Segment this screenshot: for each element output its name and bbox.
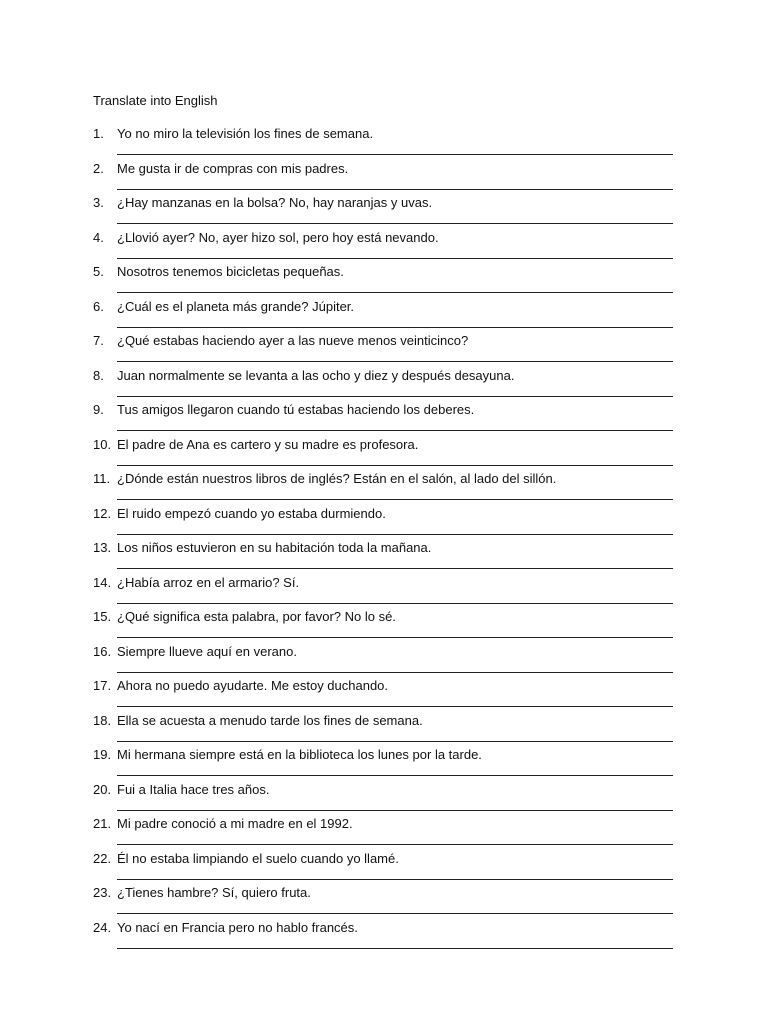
exercise-sentence: Siempre llueve aquí en verano.	[117, 643, 297, 659]
exercise-item	[0, 402, 768, 437]
exercise-sentence: Ella se acuesta a menudo tarde los fines de semana.	[117, 712, 423, 728]
answer-line	[117, 844, 673, 845]
answer-line	[117, 396, 673, 397]
exercise-sentence: ¿Tienes hambre? Sí, quiero fruta.	[117, 885, 311, 900]
exercise-item	[0, 609, 768, 644]
exercise-number: 23.	[93, 885, 112, 900]
answer-line	[117, 430, 673, 431]
exercise-number: 15.	[93, 609, 112, 624]
exercise-item	[0, 747, 768, 782]
exercise-item	[0, 816, 768, 851]
exercise-item	[0, 437, 768, 472]
exercise-sentence: Me gusta ir de compras con mis padres.	[117, 160, 349, 176]
exercise-number: 12.	[93, 505, 112, 521]
exercise-number: 16.	[93, 643, 112, 659]
exercise-number: 24.	[93, 919, 112, 935]
answer-line	[117, 706, 673, 707]
exercise-sentence: Tus amigos llegaron cuando tú estabas haciendo los deberes.	[117, 402, 475, 417]
answer-line	[117, 499, 673, 500]
exercise-sentence: Yo nací en Francia pero no hablo francés.	[117, 919, 358, 935]
exercise-sentence: Él no estaba limpiando el suelo cuando yo llamé.	[117, 850, 399, 866]
exercise-sentence: Mi hermana siempre está en la biblioteca los lunes por la tarde.	[117, 747, 482, 762]
exercise-number: 14.	[93, 574, 112, 590]
exercise-item	[0, 885, 768, 920]
answer-line	[117, 327, 673, 328]
exercise-item	[0, 920, 768, 955]
answer-line	[117, 672, 673, 673]
exercise-sentence: Ahora no puedo ayudarte. Me estoy duchando.	[117, 678, 389, 693]
exercise-sentence: Yo no miro la televisión los fines de semana.	[117, 126, 374, 141]
exercise-item	[0, 299, 768, 334]
exercise-item	[0, 126, 768, 161]
exercise-number: 19.	[93, 747, 112, 762]
exercise-item	[0, 644, 768, 679]
exercise-sentence: ¿Llovió ayer? No, ayer hizo sol, pero hoy está nevando.	[117, 229, 439, 245]
answer-line	[117, 292, 673, 293]
exercise-number: 6.	[93, 298, 104, 314]
exercise-number: 8.	[93, 367, 104, 383]
exercise-number: 5.	[93, 264, 104, 279]
exercise-sentence: Nosotros tenemos bicicletas pequeñas.	[117, 264, 344, 279]
exercise-number: 17.	[93, 678, 112, 693]
exercise-item	[0, 851, 768, 886]
answer-line	[117, 741, 673, 742]
answer-line	[117, 465, 673, 466]
exercise-list	[0, 126, 768, 954]
exercise-sentence: El padre de Ana es cartero y su madre es profesora.	[117, 436, 419, 452]
answer-line	[117, 154, 673, 155]
exercise-item	[0, 713, 768, 748]
exercise-sentence: ¿Qué estabas haciendo ayer a las nueve menos veinticinco?	[117, 333, 469, 348]
answer-line	[117, 948, 673, 949]
answer-line	[117, 913, 673, 914]
exercise-item	[0, 368, 768, 403]
exercise-sentence: ¿Dónde están nuestros libros de inglés? Están en el salón, al lado del sillón.	[117, 471, 557, 486]
answer-line	[117, 189, 673, 190]
exercise-number: 9.	[93, 402, 104, 417]
exercise-number: 2.	[93, 160, 104, 176]
exercise-item	[0, 678, 768, 713]
answer-line	[117, 534, 673, 535]
answer-line	[117, 879, 673, 880]
exercise-item	[0, 333, 768, 368]
exercise-number: 20.	[93, 781, 112, 797]
exercise-sentence: ¿Qué significa esta palabra, por favor? No lo sé.	[117, 609, 396, 624]
exercise-number: 11.	[93, 471, 111, 486]
exercise-item	[0, 161, 768, 196]
exercise-number: 7.	[93, 333, 104, 348]
exercise-number: 4.	[93, 229, 104, 245]
exercise-item	[0, 195, 768, 230]
exercise-sentence: Juan normalmente se levanta a las ocho y diez y después desayuna.	[117, 367, 515, 383]
exercise-item	[0, 230, 768, 265]
exercise-sentence: Mi padre conoció a mi madre en el 1992.	[117, 816, 353, 831]
exercise-item	[0, 575, 768, 610]
exercise-number: 21.	[93, 816, 112, 831]
answer-line	[117, 775, 673, 776]
exercise-item	[0, 471, 768, 506]
worksheet-title: Translate into English	[93, 93, 218, 108]
answer-line	[117, 810, 673, 811]
exercise-item	[0, 506, 768, 541]
exercise-number: 10.	[93, 436, 112, 452]
answer-line	[117, 568, 673, 569]
answer-line	[117, 603, 673, 604]
exercise-sentence: ¿Había arroz en el armario? Sí.	[117, 574, 300, 590]
exercise-sentence: El ruido empezó cuando yo estaba durmiendo.	[117, 505, 386, 521]
exercise-number: 3.	[93, 195, 104, 210]
exercise-number: 13.	[93, 540, 112, 555]
exercise-number: 18.	[93, 712, 112, 728]
exercise-item	[0, 540, 768, 575]
answer-line	[117, 223, 673, 224]
exercise-sentence: Fui a Italia hace tres años.	[117, 781, 270, 797]
answer-line	[117, 361, 673, 362]
exercise-item	[0, 782, 768, 817]
exercise-item	[0, 264, 768, 299]
exercise-sentence: ¿Hay manzanas en la bolsa? No, hay naranjas y uvas.	[117, 195, 433, 210]
answer-line	[117, 258, 673, 259]
exercise-sentence: ¿Cuál es el planeta más grande? Júpiter.	[117, 298, 355, 314]
exercise-number: 1.	[93, 126, 104, 141]
exercise-sentence: Los niños estuvieron en su habitación toda la mañana.	[117, 540, 432, 555]
exercise-number: 22.	[93, 850, 112, 866]
answer-line	[117, 637, 673, 638]
